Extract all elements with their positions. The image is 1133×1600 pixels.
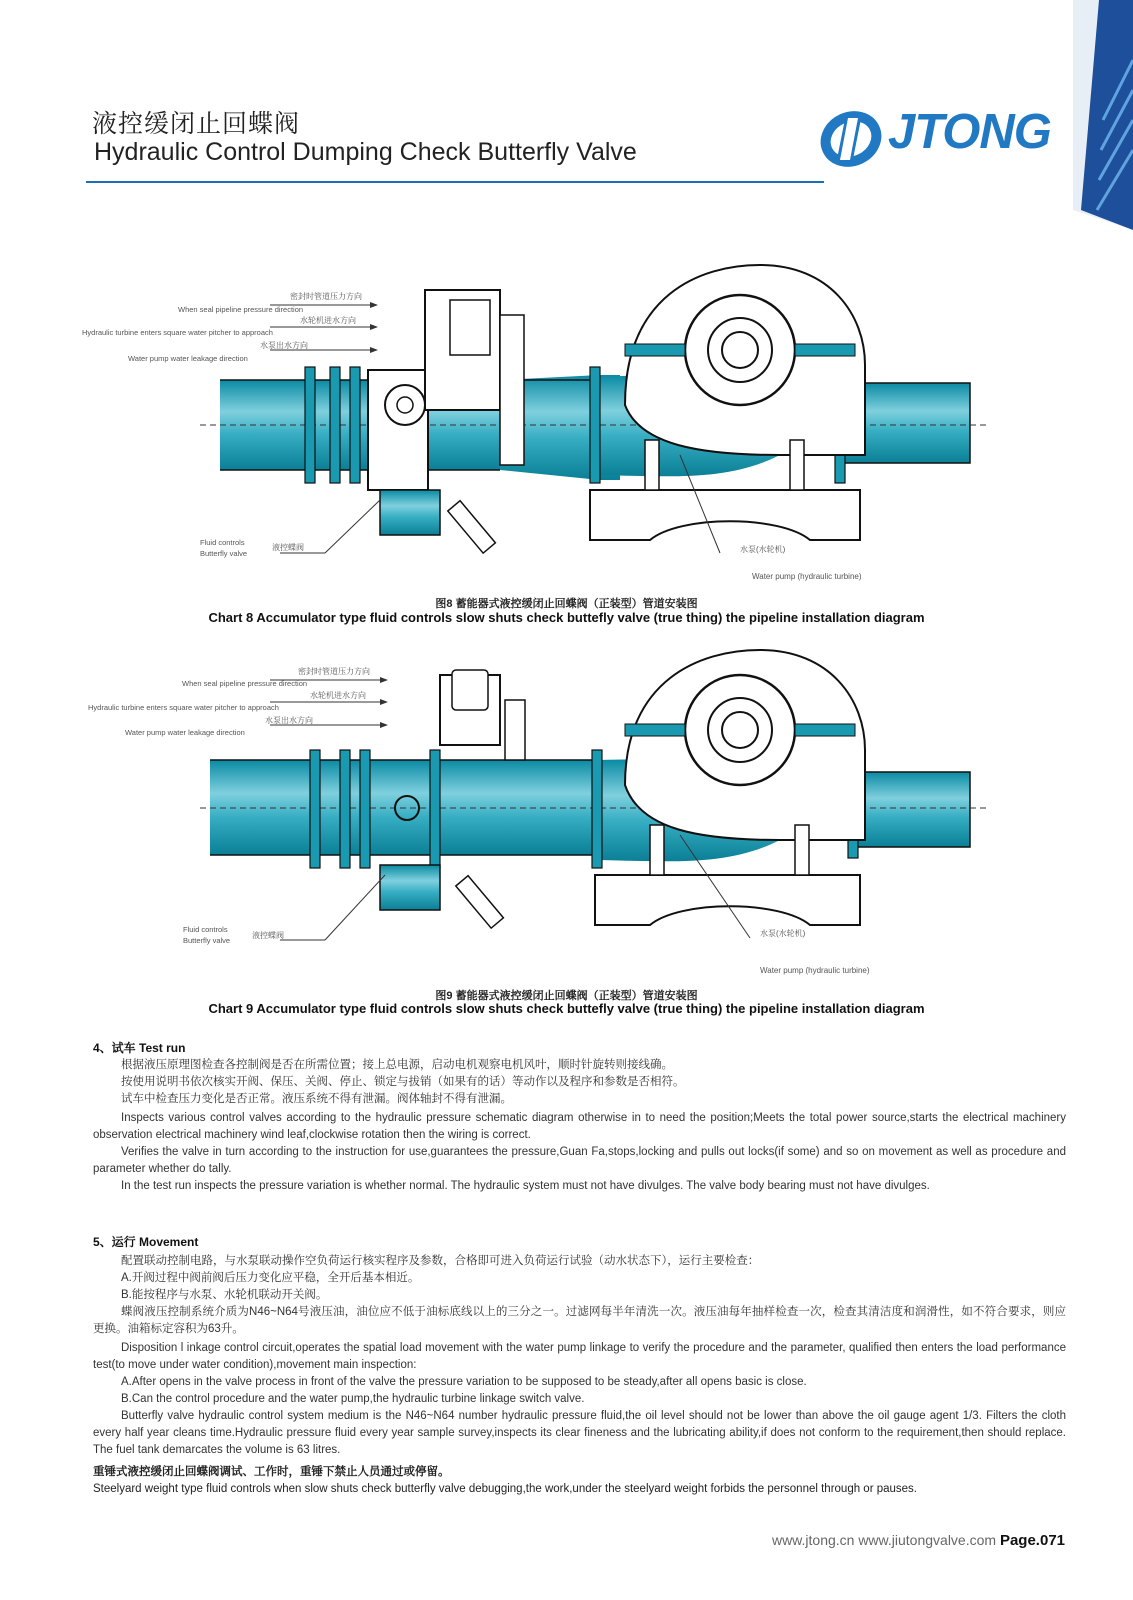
chart9-seal-label-cn: 密封时管道压力方向 [298, 667, 370, 676]
section4-en-paragraph: In the test run inspects the pressure variation is whether normal. The hydraulic system must not have divulges. The valve body bearing must not have divulges. [121, 1180, 930, 1192]
chart8-caption-cn: 图8 蓄能器式液控缓闭止回蝶阀（正装型）管道安装图 [435, 598, 698, 610]
chart9-installation-diagram [80, 640, 1060, 945]
section4-cn-line: 试车中检查压力变化是否正常。液压系统不得有泄漏。阀体轴封不得有泄漏。 [121, 1093, 512, 1105]
chart9-turbine-label-cn: 水轮机进水方向 [310, 691, 366, 700]
header-divider [86, 181, 824, 183]
chart8-pump-dir-cn: 水泵出水方向 [260, 341, 308, 350]
section5-en-paragraph: Disposition l inkage control circuit,operates the spatial load movement with the water pump linkage to verify the procedure and the parameter, qualified then enters the load performance test(to move under water condition),movement main inspection: [93, 1342, 1066, 1371]
chart8-fluid-label-en-2: Butterfly valve [200, 549, 248, 558]
chart9-fluid-label-cn: 液控蝶阀 [252, 931, 284, 940]
section5-en-text [93, 1340, 1066, 1459]
section5-en-item-a: A.After opens in the valve process in front of the valve the pressure variation to be supposed to be steady,after all opens basic is close. [121, 1376, 807, 1388]
chart8-fluid-label-cn: 液控蝶阀 [272, 543, 304, 552]
brand-logo [818, 102, 1063, 174]
chart8-pump-dir-en: Water pump water leakage direction [128, 354, 248, 363]
page-number: Page.071 [999, 1532, 1065, 1549]
logo-swirl-icon [818, 106, 884, 172]
chart8-seal-label-cn: 密封时管道压力方向 [290, 292, 362, 301]
chart8-installation-diagram [80, 255, 1060, 558]
section4-cn-line: 按使用说明书依次核实开阀、保压、关阀、停止、锁定与拔销（如果有的话）等动作以及程序和参数是否相符。 [121, 1076, 685, 1088]
section5-en-item-b: B.Can the control procedure and the water pump,the hydraulic turbine linkage switch valve. [121, 1393, 585, 1405]
chart9-turbine-label-en: Hydraulic turbine enters square water pitcher to approach [88, 703, 279, 712]
chart9-pump-dir-cn: 水泵出水方向 [265, 716, 313, 725]
section5-cn-text [93, 1253, 1066, 1338]
chart8-pump-name-cn: 水泵(水轮机) [740, 545, 786, 554]
section5-warning-cn: 重锤式液控缓闭止回蝶阀调试、工作时，重锤下禁止人员通过或停留。 [93, 1466, 450, 1478]
chart9-pump-name-cn: 水泵(水轮机) [760, 929, 806, 938]
chart9-caption-cn: 图9 蓄能器式液控缓闭止回蝶阀（正装型）管道安装图 [435, 990, 698, 1002]
section5-cn-line: B.能按程序与水泵、水轮机联动开关阀。 [121, 1289, 328, 1301]
chart9-seal-label-en: When seal pipeline pressure direction [182, 679, 308, 688]
section5-cn-paragraph: 蝶阀液压控制系统介质为N46~N64号液压油，油位应不低于油标底线以上的三分之一。过滤网每半年清洗一次。液压油每年抽样检查一次，检查其清洁度和润滑性，如不符合要求，则应更换。油箱标定容积为63升。 [93, 1306, 1066, 1335]
chart9-pump-dir-en: Water pump water leakage direction [125, 728, 245, 737]
footer-urls[interactable]: www.jtong.cn www.jiutongvalve.com [771, 1532, 997, 1548]
section5-cn-line: A.开阀过程中阀前阀后压力变化应平稳，全开后基本相近。 [121, 1272, 420, 1284]
section4-cn-text [93, 1057, 1066, 1108]
chart9-caption-en: Chart 9 Accumulator type fluid controls slow shuts check buttefly valve (true thing) the pipeline installation diagram [208, 1001, 925, 1016]
chart9-fluid-label-en-2: Butterfly valve [183, 936, 231, 945]
section4-cn-line: 根据液压原理图检查各控制阀是否在所需位置；接上总电源，启动电机观察电机风叶，顺时针旋转则接线确。 [121, 1059, 673, 1071]
section5-en-paragraph: Butterfly valve hydraulic control system medium is the N46~N64 number hydraulic pressure fluid,the oil level should not be lower than above the oil gauge agent 1/3. Filters the cloth every half year cleans time.Hydraulic pressure fluid every year sample survey,inspects its clear fineness and the lubricating ability,if does not conform to the requirement,then should replace. The fuel tank demarcates the volume is 63 litres. [93, 1410, 1066, 1456]
section5-heading: 5、运行 Movement [93, 1235, 199, 1249]
page-title-en: Hydraulic Control Dumping Check Butterfly Valve [94, 138, 637, 166]
chart8-caption-en: Chart 8 Accumulator type fluid controls slow shuts check buttefly valve (true thing) the pipeline installation diagram [208, 610, 925, 625]
chart8-seal-label-en: When seal pipeline pressure direction [178, 305, 304, 314]
corner-stripes-decoration [1073, 0, 1133, 230]
page-title-cn: 液控缓闭止回蝶阀 [92, 110, 301, 138]
chart9-fluid-label-en-1: Fluid controls [183, 925, 228, 934]
section4-en-text [93, 1110, 1066, 1195]
section4-en-paragraph: Verifies the valve in turn according to the instruction for use,guarantees the pressure,Guan Fa,stops,locking and pulls out locks(if some) and so on movement as well as procedure and parameter whether do tally. [93, 1146, 1066, 1175]
section4-heading: 4、试车 Test run [93, 1041, 186, 1055]
chart9-pump-name-en: Water pump (hydraulic turbine) [760, 966, 870, 975]
chart8-turbine-label-cn: 水轮机进水方向 [300, 316, 356, 325]
section5-warning-en: Steelyard weight type fluid controls when slow shuts check butterfly valve debugging,the work,under the steelyard weight forbids the personnel through or pauses. [93, 1483, 918, 1495]
chart8-turbine-label-en: Hydraulic turbine enters square water pitcher to approach [82, 328, 273, 337]
page-footer [772, 1532, 1065, 1549]
chart8-fluid-label-en-1: Fluid controls [200, 538, 245, 547]
logo-wordmark: JTONG [888, 105, 1051, 159]
section5-cn-line: 配置联动控制电路，与水泵联动操作空负荷运行核实程序及参数，合格即可进入负荷运行试验（动水状态下），运行主要检查： [121, 1255, 760, 1267]
chart8-pump-name-en: Water pump (hydraulic turbine) [752, 572, 862, 581]
section4-en-paragraph: Inspects various control valves according to the hydraulic pressure schematic diagram otherwise in to need the position;Meets the total power source,starts the electrical machinery observation electrical machinery wind leaf,clockwise rotation then the wiring is correct. [93, 1112, 1066, 1141]
